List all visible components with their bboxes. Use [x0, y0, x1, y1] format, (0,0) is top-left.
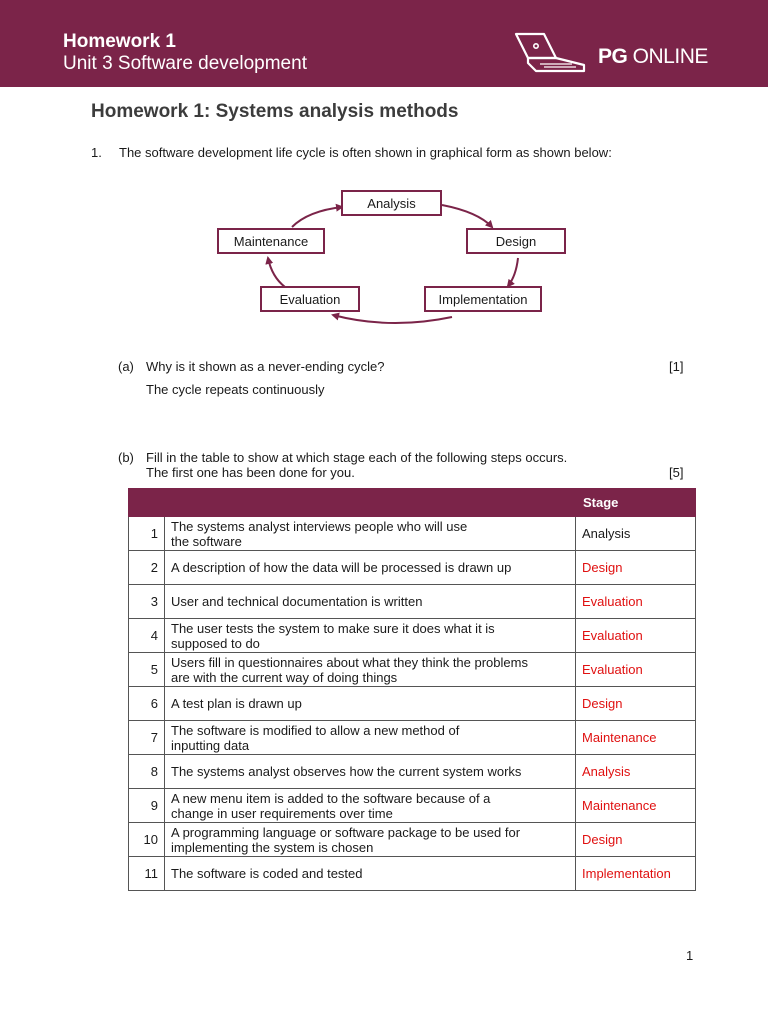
step-line: A programming language or software package to be used for: [171, 824, 521, 840]
stage-example: Analysis: [576, 517, 696, 551]
table-header-row: [129, 489, 696, 517]
logo-wordmark: PG ONLINE: [598, 45, 708, 68]
step-description: [165, 517, 576, 551]
question-number: 1.: [91, 145, 102, 160]
table-row: [129, 857, 696, 891]
stages-table: [128, 488, 696, 891]
row-number: 4: [129, 619, 165, 653]
part-a-label: (a): [118, 359, 134, 374]
header-subtitle: Unit 3 Software development: [63, 53, 307, 74]
header-num-cell: [129, 489, 165, 517]
cycle-node-maintenance: Maintenance: [217, 228, 325, 254]
table-row: [129, 517, 696, 551]
part-b-marks: [5]: [669, 465, 684, 480]
step-description: [165, 653, 576, 687]
part-a-marks: [1]: [669, 359, 684, 374]
step-description: [165, 789, 576, 823]
stage-answer: Design: [576, 551, 696, 585]
table-row: [129, 619, 696, 653]
sdlc-cycle-diagram: [200, 180, 570, 330]
step-line: A new menu item is added to the software because of a: [171, 790, 491, 806]
question-text: The software development life cycle is often shown in graphical form as shown below:: [119, 145, 612, 160]
step-line: The systems analyst interviews people who will use: [171, 518, 468, 534]
step-description: [165, 857, 576, 891]
step-line: inputting data: [171, 737, 250, 753]
step-description: [165, 755, 576, 789]
stage-answer: Maintenance: [576, 721, 696, 755]
stage-answer: Design: [576, 823, 696, 857]
laptop-icon: [510, 30, 590, 80]
row-number: 1: [129, 517, 165, 551]
stage-answer: Implementation: [576, 857, 696, 891]
step-line: The user tests the system to make sure it does what it is: [171, 620, 495, 636]
table-row: [129, 789, 696, 823]
step-description: [165, 551, 576, 585]
arrow-analysis-to-design: [442, 205, 492, 227]
part-b-line2: The first one has been done for you.: [146, 465, 355, 480]
step-line: User and technical documentation is written: [171, 594, 423, 609]
stage-answer: Analysis: [576, 755, 696, 789]
row-number: 3: [129, 585, 165, 619]
stage-answer: Evaluation: [576, 585, 696, 619]
pg-online-logo: [510, 30, 720, 80]
row-number: 6: [129, 687, 165, 721]
arrow-maintenance-to-analysis: [292, 207, 342, 227]
table-row: [129, 687, 696, 721]
header-banner: [0, 0, 768, 87]
step-line: Users fill in questionnaires about what they think the problems: [171, 654, 528, 670]
stage-answer: Maintenance: [576, 789, 696, 823]
table-row: [129, 755, 696, 789]
stage-answer: Design: [576, 687, 696, 721]
table-row: [129, 585, 696, 619]
cycle-node-analysis: Analysis: [341, 190, 442, 216]
part-b-label: (b): [118, 450, 134, 465]
part-a-answer: The cycle repeats continuously: [146, 382, 325, 397]
row-number: 5: [129, 653, 165, 687]
part-b-line1: Fill in the table to show at which stage each of the following steps occurs.: [146, 450, 568, 465]
step-description: [165, 687, 576, 721]
step-line: The software is modified to allow a new method of: [171, 722, 460, 738]
table-row: [129, 551, 696, 585]
table-row: [129, 653, 696, 687]
row-number: 8: [129, 755, 165, 789]
stage-answer: Evaluation: [576, 653, 696, 687]
header-stage-cell: Stage: [576, 489, 696, 517]
step-line: implementing the system is chosen: [171, 839, 374, 855]
page-number: 1: [686, 948, 694, 963]
table-row: [129, 823, 696, 857]
step-line: The systems analyst observes how the current system works: [171, 764, 522, 779]
header-title: Homework 1: [63, 31, 176, 52]
row-number: 7: [129, 721, 165, 755]
step-description: [165, 721, 576, 755]
step-line: supposed to do: [171, 635, 260, 651]
step-line: are with the current way of doing things: [171, 669, 398, 685]
row-number: 2: [129, 551, 165, 585]
header-step-cell: [165, 489, 576, 517]
cycle-node-design: Design: [466, 228, 566, 254]
row-number: 11: [129, 857, 165, 891]
step-description: [165, 619, 576, 653]
step-line: A description of how the data will be processed is drawn up: [171, 560, 512, 575]
part-b-instructions: [146, 450, 567, 480]
table-row: [129, 721, 696, 755]
step-description: [165, 823, 576, 857]
arrow-evaluation-to-maintenance: [268, 258, 285, 287]
cycle-node-implementation: Implementation: [424, 286, 542, 312]
part-a-question: Why is it shown as a never-ending cycle?: [146, 359, 385, 374]
arrow-design-to-implementation: [508, 258, 518, 286]
stage-answer: Evaluation: [576, 619, 696, 653]
row-number: 10: [129, 823, 165, 857]
step-line: the software: [171, 533, 242, 549]
step-line: change in user requirements over time: [171, 805, 393, 821]
document-title: Homework 1: Systems analysis methods: [91, 101, 459, 122]
arrow-implementation-to-evaluation: [333, 315, 452, 323]
step-line: The software is coded and tested: [171, 866, 363, 881]
step-line: A test plan is drawn up: [171, 696, 302, 711]
cycle-node-evaluation: Evaluation: [260, 286, 360, 312]
row-number: 9: [129, 789, 165, 823]
step-description: [165, 585, 576, 619]
